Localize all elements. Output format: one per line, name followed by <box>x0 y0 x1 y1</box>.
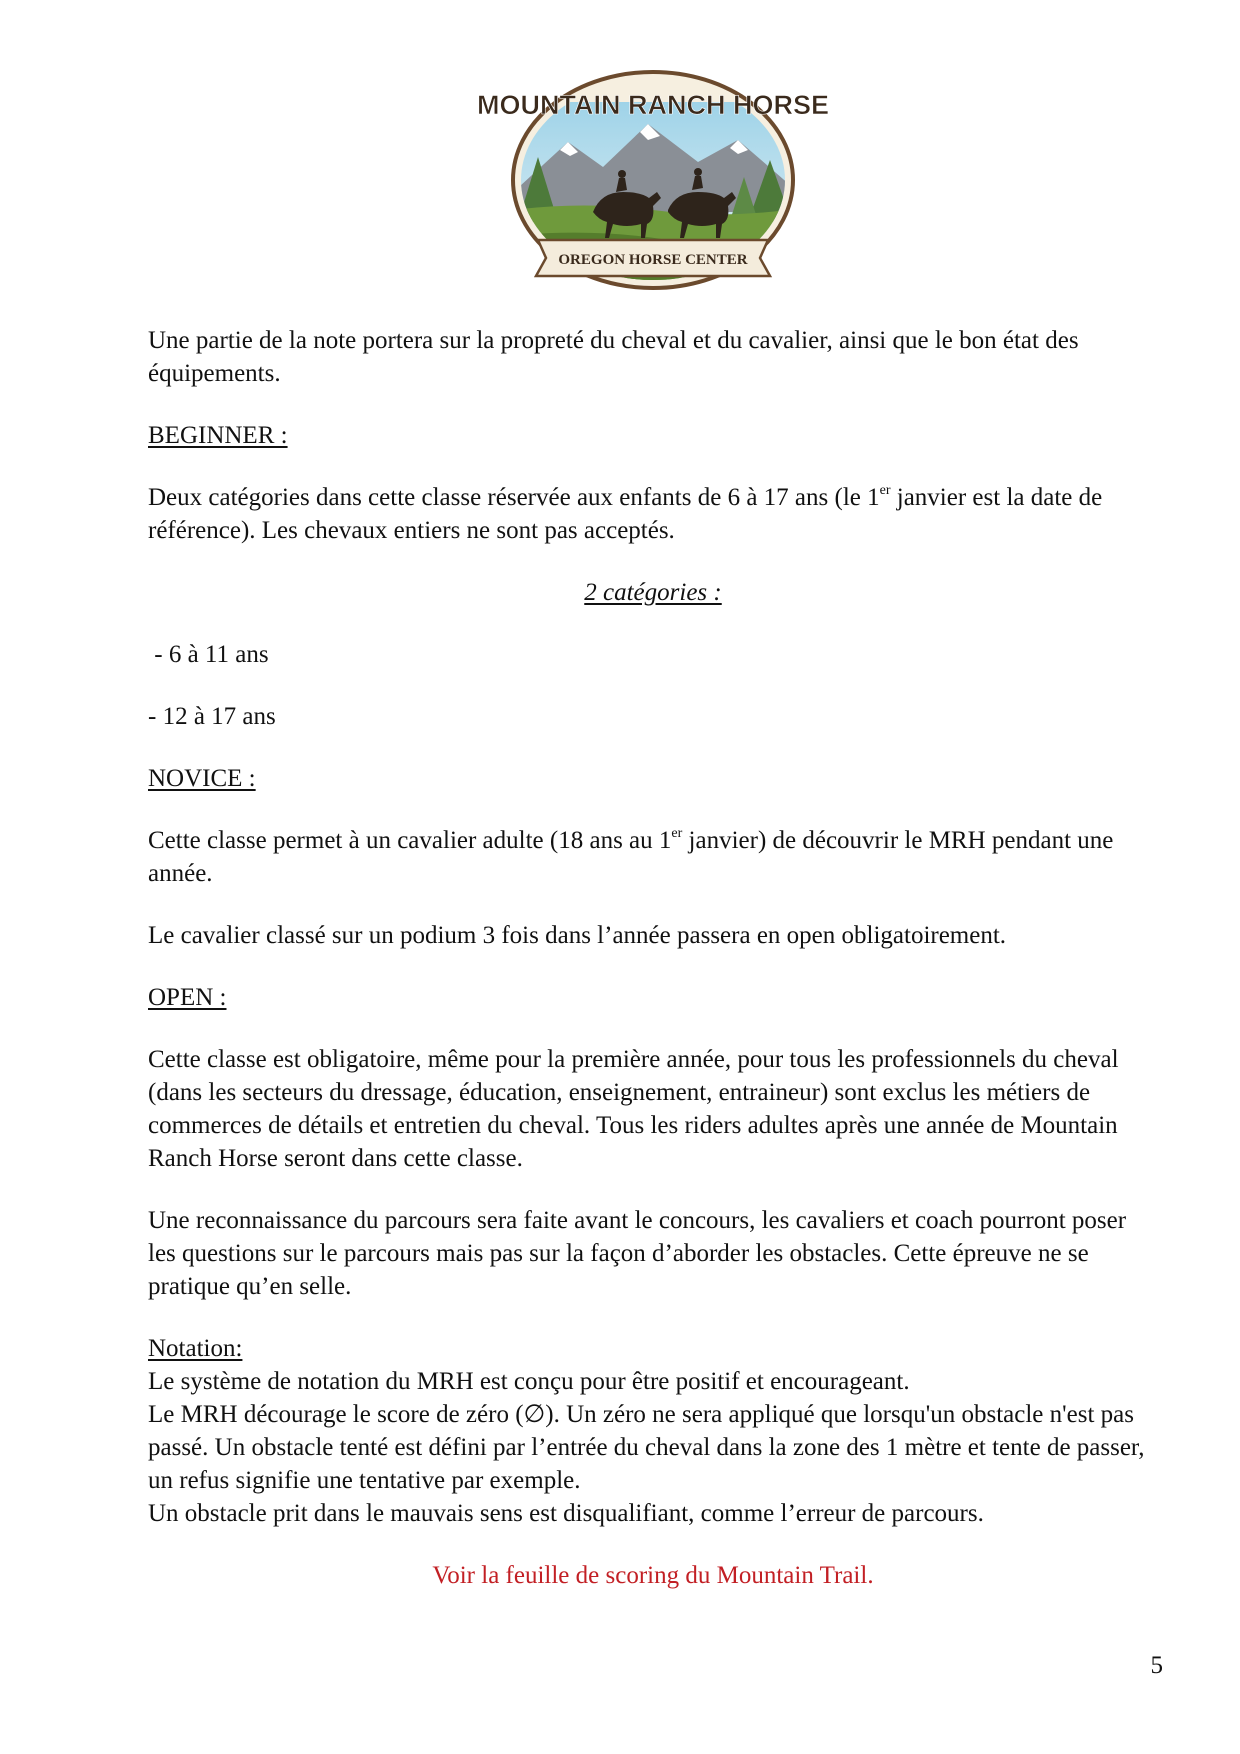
novice-heading: NOVICE : <box>148 765 256 792</box>
categories-title: 2 catégories : <box>584 579 722 606</box>
novice-podium-paragraph: Le cavalier classé sur un podium 3 fois dans l’année passera en open obligatoirement. <box>148 922 1007 949</box>
open-reconnaissance-paragraph: Une reconnaissance du parcours sera faite avant le concours, les cavaliers et coach pourront poser les questions sur le parcours mais pas sur la façon d’aborder les obstacles. Cette épreuve ne se pratique qu’en selle. <box>148 1207 1127 1300</box>
open-heading: OPEN : <box>148 984 227 1011</box>
beginner-paragraph: Deux catégories dans cette classe réservée aux enfants de 6 à 17 ans (le 1er janvier est la date de référence). Les chevaux entiers ne sont pas acceptés. <box>148 482 1103 544</box>
mountain-ranch-horse-logo <box>477 62 829 290</box>
notation-line-1: Le système de notation du MRH est conçu pour être positif et encourageant. <box>148 1368 910 1395</box>
novice-paragraph: Cette classe permet à un cavalier adulte (18 ans au 1er janvier) de découvrir le MRH pendant une année. <box>148 825 1114 887</box>
open-paragraph: Cette classe est obligatoire, même pour la première année, pour tous les professionnels du cheval (dans les secteurs du dressage, éducation, enseignement, entraineur) sont exclus les métiers de commerces de détails et entretien du cheval. Tous les riders adultes après une année de Mountain Ranch Horse seront dans cette classe. <box>148 1046 1119 1172</box>
notation-heading: Notation: <box>148 1335 243 1362</box>
document-body <box>148 324 1158 1592</box>
notation-line-2: Le MRH décourage le score de zéro (∅). Un zéro ne sera appliqué que lorsqu'un obstacle n'est pas passé. Un obstacle tenté est défini par l’entrée du cheval dans la zone des 1 mètre et tente de passer, un refus signifie une tentative par exemple. <box>148 1401 1145 1494</box>
logo-title: MOUNTAIN RANCH HORSE <box>477 90 829 120</box>
category-item-2: - 12 à 17 ans <box>148 703 276 730</box>
intro-paragraph: Une partie de la note portera sur la propreté du cheval et du cavalier, ainsi que le bon état des équipements. <box>148 327 1079 387</box>
notation-line-3: Un obstacle prit dans le mauvais sens est disqualifiant, comme l’erreur de parcours. <box>148 1500 984 1527</box>
beginner-heading: BEGINNER : <box>148 422 288 449</box>
scoring-sheet-link[interactable]: Voir la feuille de scoring du Mountain Trail. <box>432 1562 874 1589</box>
logo-banner: OREGON HORSE CENTER <box>558 252 748 268</box>
page-number: 5 <box>1150 1652 1163 1679</box>
category-item-1: - 6 à 11 ans <box>148 641 269 668</box>
